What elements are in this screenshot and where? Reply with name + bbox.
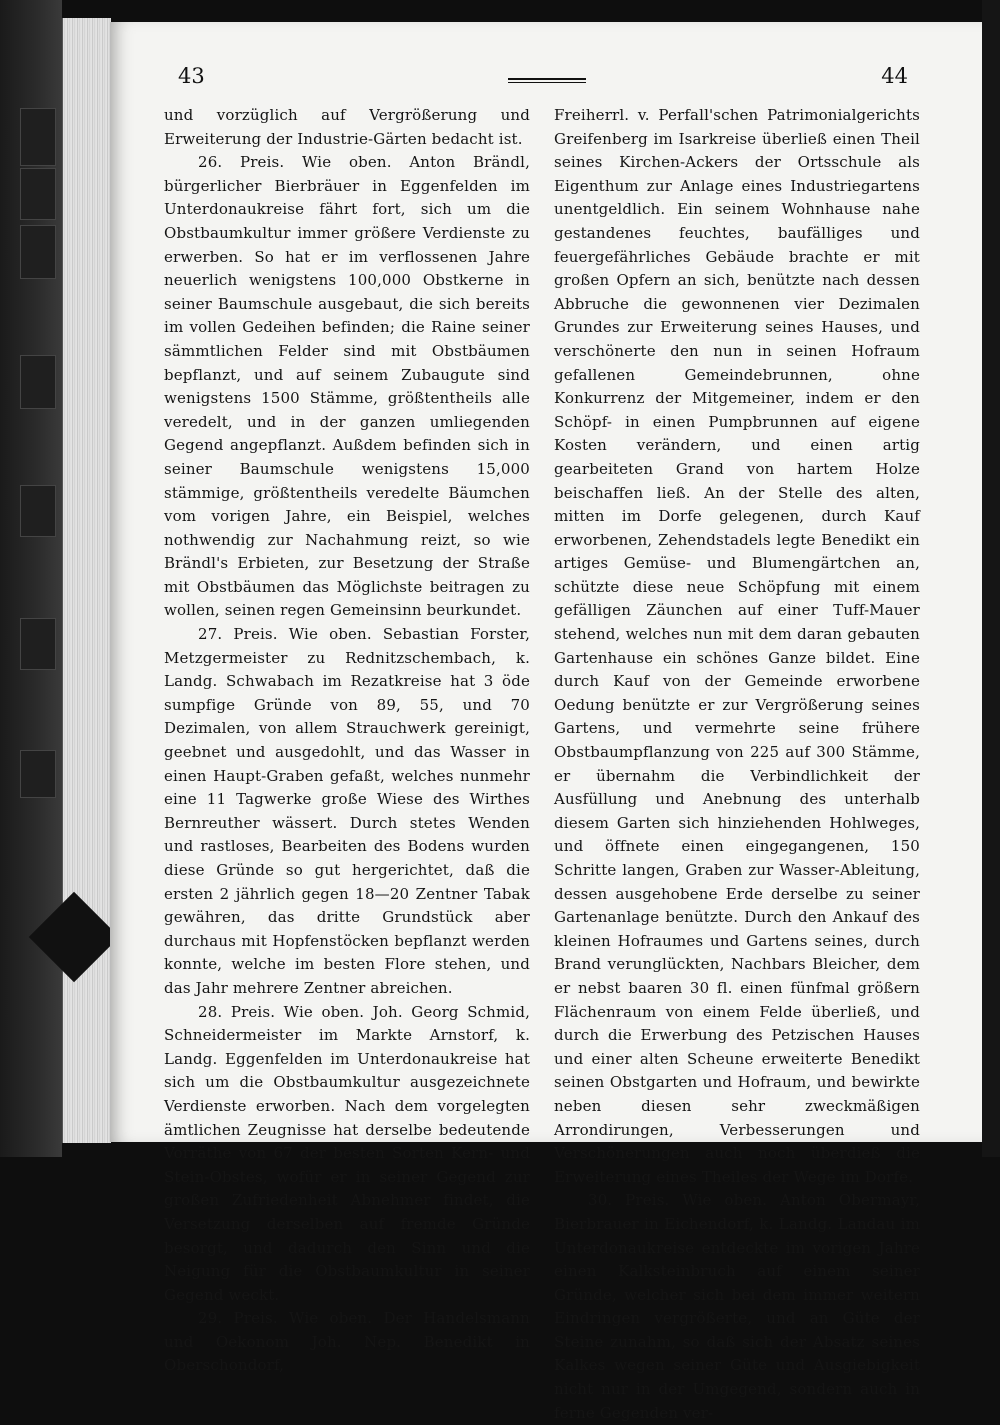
bookmark-tab <box>20 750 56 798</box>
right-margin-shadow <box>982 0 1000 1157</box>
paragraph: 26. Preis. Wie oben. Anton Brändl, bürgerlicher Bierbräuer in Eggenfelden im Unterdonaukreise fährt fort, sich um die Obstbaumkultur immer größere Verdienste zu erwerben. So hat er im verflossenen Jahre neuerlich wenigstens 100,000 Obstkerne in seiner Baumschule ausgebaut, die sich bereits im vollen Gedeihen befinden; die Raine seiner sämmtlichen Felder sind mit Obstbäumen bepflanzt, und auf seinem Zubaugute sind wenigstens 1500 Stämme, größtentheils alle veredelt, und in der ganzen umliegenden Gegend angepflanzt. Außdem befinden sich in seiner Baumschule wenigstens 15,000 stämmige, größtentheils veredelte Bäumchen vom vorigen Jahre, ein Beispiel, welches nothwendig zur Nachahmung reizt, so wie Brändl's Erbieten, zur Besetzung der Straße mit Obstbäumen das Möglichste beitragen zu wollen, seinen regen Gemeinsinn beurkundet. <box>164 153 530 620</box>
page-header <box>178 64 908 104</box>
right-column <box>554 104 920 1425</box>
page-number-right: 44 <box>881 64 908 88</box>
bookmark-tab <box>20 168 56 220</box>
header-rule <box>508 78 586 83</box>
left-column <box>164 104 530 1378</box>
paragraph: 28. Preis. Wie oben. Joh. Georg Schmid, Schneidermeister im Markte Arnstorf, k. Landg. Eggenfelden im Unterdonaukreise hat sich um die Obstbaumkultur ausgezeichnete Verdienste erworben. Nach dem vorgelegten ämtlichen Zeugnisse hat derselbe bedeutende Vorräthe von 67 der besten Sorten Kern- und Stein-Obstes, wofür er in seiner Gegend zur großen Zufriedenheit Abnehmer findet, die Versetzung derselben auf fremde Gründe besorgt, und dadurch den Sinn und die Neigung für die Obstbaumkultur in seiner Gegend weckt. <box>164 1002 530 1304</box>
bookmark-tab <box>20 485 56 537</box>
paragraph: 29. Preis. Wie oben. Der Handelsmann und Oekonom Joh. Nep. Benedikt in Oberschondorf, <box>164 1309 530 1375</box>
paragraph: 30. Preis. Wie oben. Anton Obermayr, Bierbrauer in Eichendorf, k. Landg. Landau im Unterdonaukreise entdeckte im vorigen Jahre einen Kalksteinbruch auf einem seiner Gründe, welcher sich bei dem immer weitern Eindringen vergrößerte, und an Güte der Steine zunahm, so daß sich der Absatz seines Kalkes wegen seiner Güte und Ausgiebigkeit nicht nur in der Umgegend, sondern auch in ferne Gegenden ver- <box>554 1191 920 1422</box>
paragraph: Freiherrl. v. Perfall'schen Patrimonialgerichts Greifenberg im Isarkreise überließ einen Theil seines Kirchen-Ackers der Ortsschule als Eigenthum zur Anlage eines Industriegartens unentgeldlich. Ein seinem Wohnhause nahe gestandenes feuchtes, baufälliges und feuergefährliches Gebäude brachte er mit großen Opfern an sich, benützte nach dessen Abbruche die gewonnenen vier Dezimalen Grundes zur Erweiterung seines Hauses, und verschönerte den nun in seinen Hofraum gefallenen Gemeindebrunnen, ohne Konkurrenz der Mitgemeiner, indem er den Schöpf- in einen Pumpbrunnen auf eigene Kosten verändern, und einen artig gearbeiteten Grand von hartem Holze beischaffen ließ. An der Stelle des alten, mitten im Dorfe gelegenen, durch Kauf erworbenen, Zehendstadels legte Benedikt ein artiges Gemüse- und Blumengärtchen an, schützte diese neue Schöpfung mit einem gefälligen Zäunchen auf einer Tuff-Mauer stehend, welches nun mit dem daran gebauten Gartenhause ein schönes Ganze bildet. Eine durch Kauf von der Gemeinde erworbene Oedung benützte er zur Vergrößerung seines Gartens, und vermehrte seine frühere Obstbaumpflanzung von 225 auf 300 Stämme, er übernahm die Verbindlichkeit der Ausfüllung und Anebnung des unterhalb diesem Garten sich hinziehenden Hohlweges, und öffnete einen eingegangenen, 150 Schritte langen, Graben zur Wasser-Ableitung, dessen ausgehobene Erde derselbe zu seiner Gartenanlage benützte. Durch den Ankauf des kleinen Hofraumes und Gartens seines, durch Brand verunglückten, Nachbars Bleicher, dem er nebst baaren 30 fl. einen fünfmal größern Flächenraum von einem Felde überließ, und durch die Erwerbung des Petzischen Hauses und einer alten Scheune erweiterte Benedikt seinen Obstgarten und Hofraum, und bewirkte neben diesen sehr zweckmäßigen Arrondirungen, Verbesserungen und Verschönerungen auch noch überdieß die Erweiterung eines Theiles der Wege im Dorfe. <box>554 106 920 1186</box>
bookmark-tab <box>20 355 56 409</box>
bookmark-tab <box>20 225 56 279</box>
paragraph: 27. Preis. Wie oben. Sebastian Forster, Metzgermeister zu Rednitzschembach, k. Landg. Schwabach im Rezatkreise hat 3 öde sumpfige Gründe von 89, 55, und 70 Dezimalen, von allem Strauchwerk gereinigt, geebnet und ausgedohlt, und das Wasser in einen Haupt-Graben gefaßt, welches nunmehr eine 11 Tagwerke große Wiese des Wirthes Bernreuther wässert. Durch stetes Wenden und rastloses, Bearbeiten des Bodens wurden diese Gründe so gut hergerichtet, daß die ersten 2 jährlich gegen 18—20 Zentner Tabak gewähren, das dritte Grundstück aber durchaus mit Hopfenstöcken bepflanzt werden konnte, welche im besten Flore stehen, und das Jahr mehrere Zentner abreichen. <box>164 625 530 997</box>
paragraph: und vorzüglich auf Vergrößerung und Erweiterung der Industrie-Gärten bedacht ist. <box>164 106 530 148</box>
page-number-left: 43 <box>178 64 205 88</box>
bookmark-tab <box>20 108 56 166</box>
bookmark-tab <box>20 618 56 670</box>
